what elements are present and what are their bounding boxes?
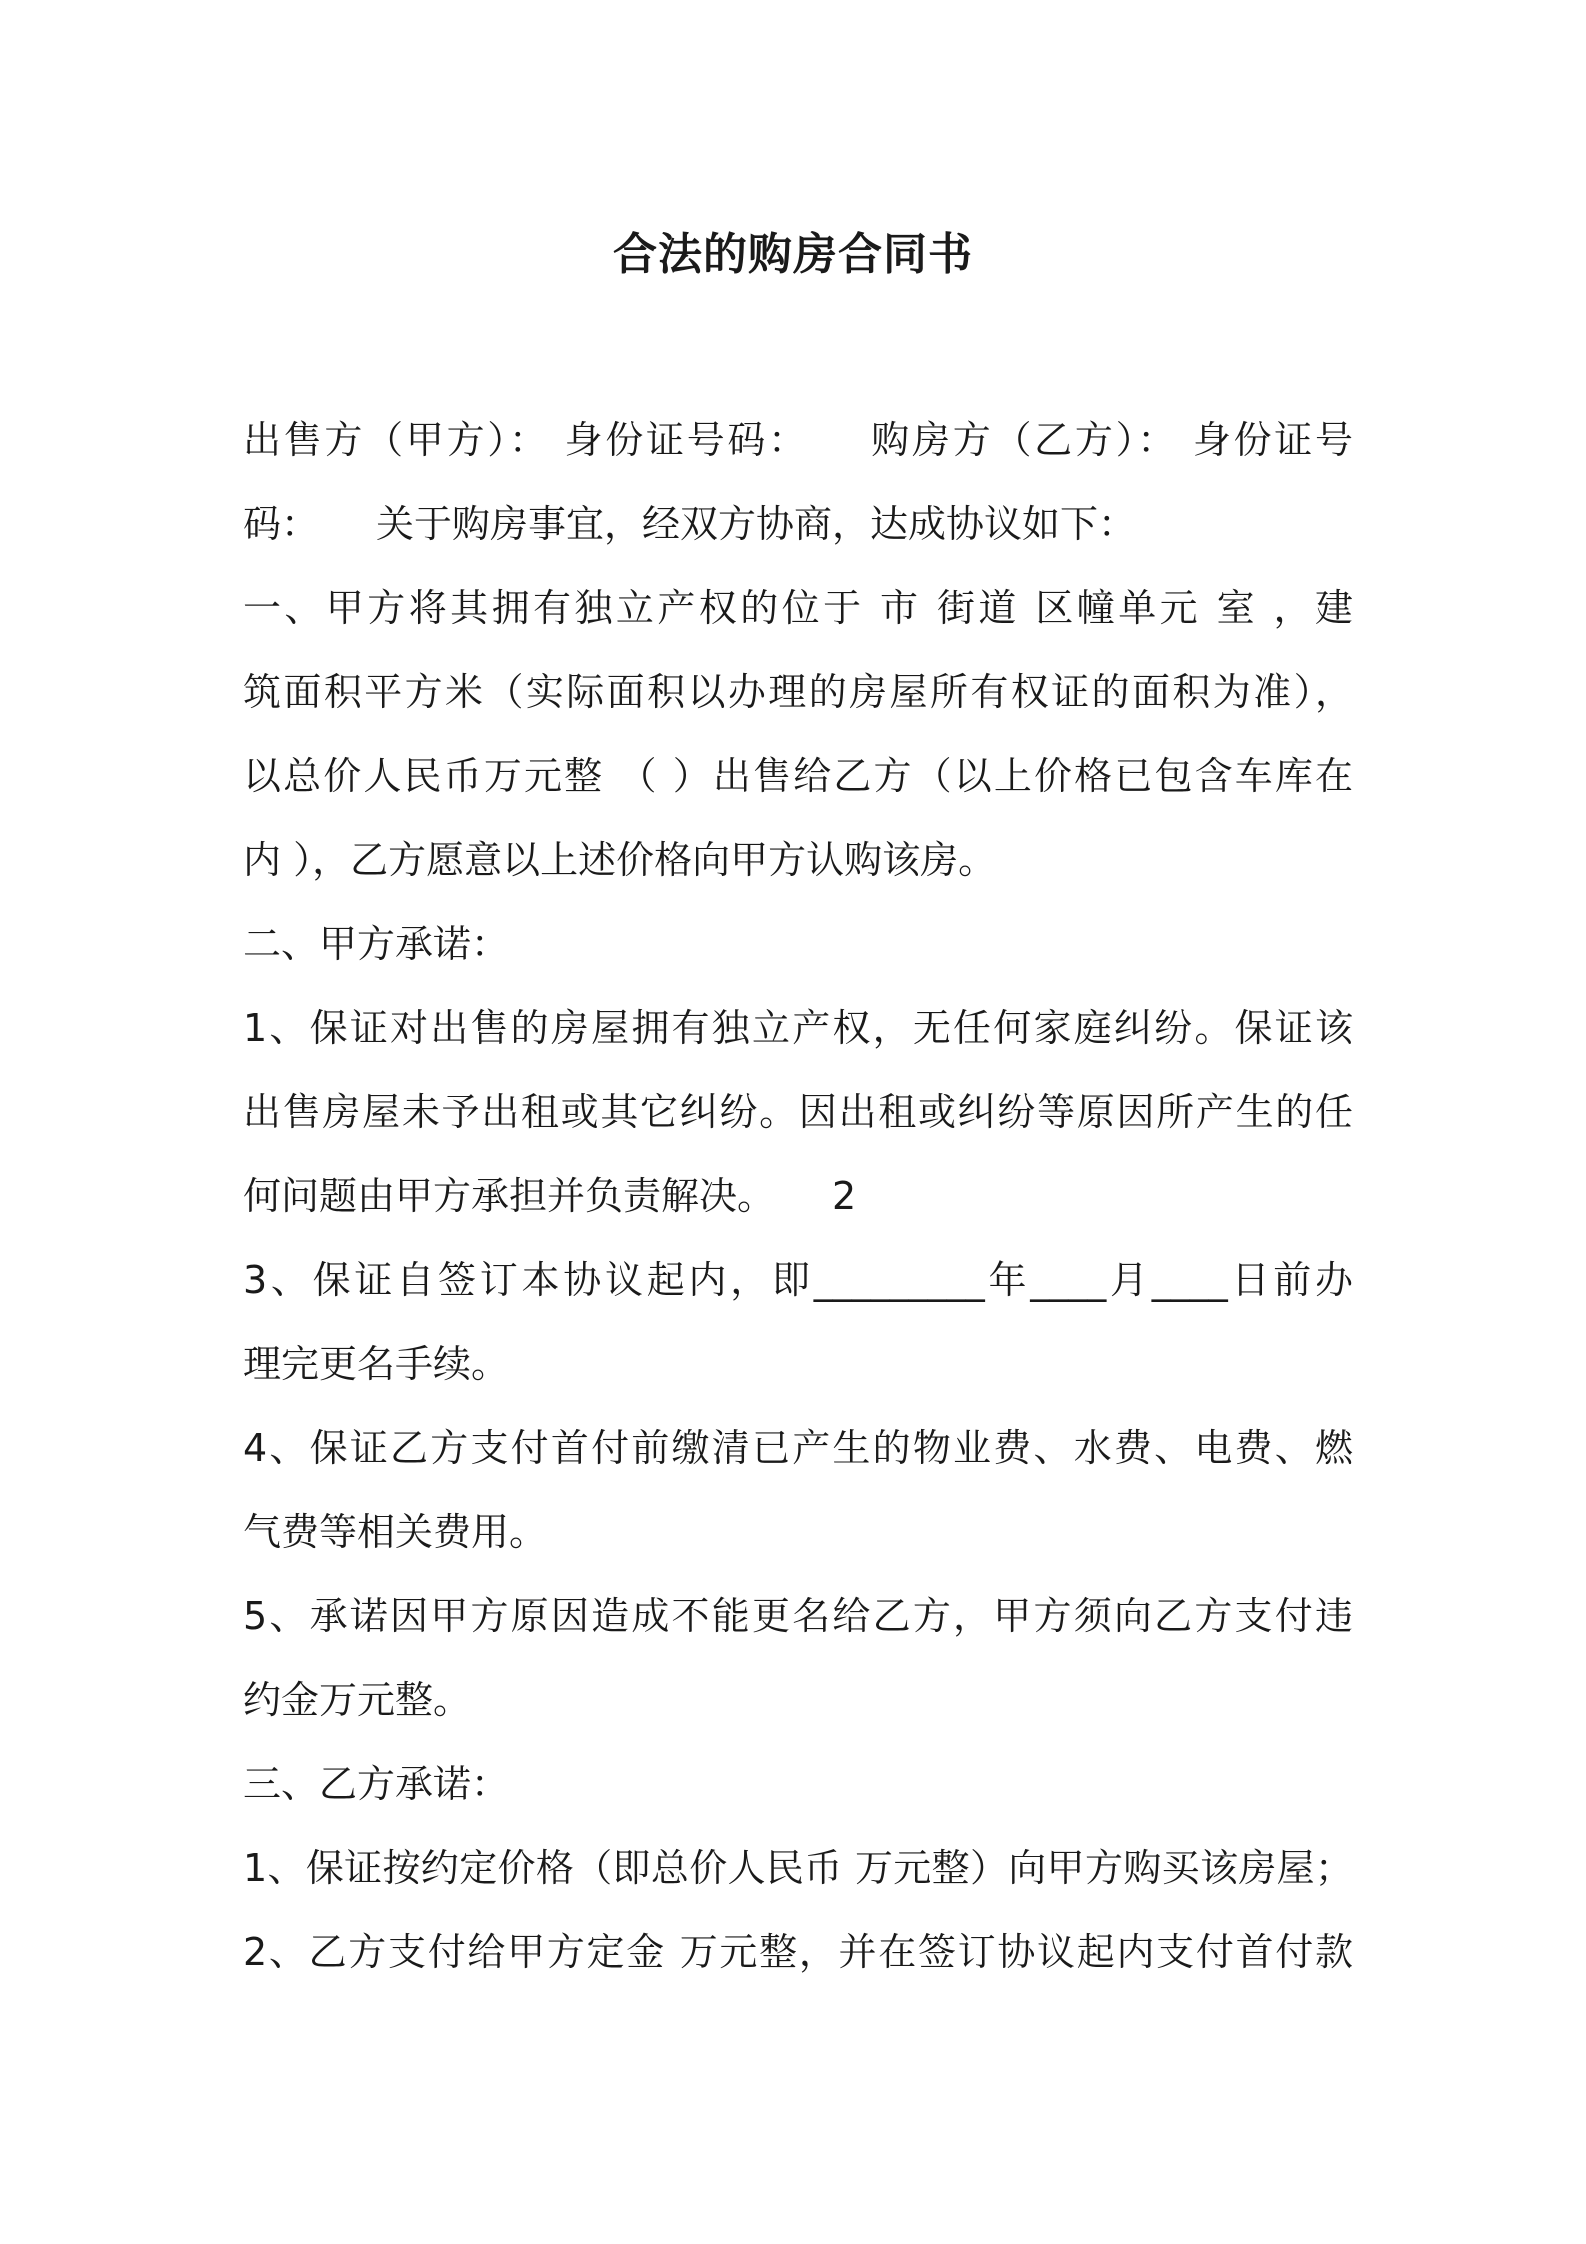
text-line: 5、承诺因甲方原因造成不能更名给乙方，甲方须向乙方支付违 bbox=[243, 1594, 1353, 1638]
text-line: 码： 关于购房事宜，经双方协商，达成协议如下： bbox=[243, 502, 1137, 546]
text-line: 何问题由甲方承担并负责解决。 2 bbox=[243, 1174, 857, 1218]
text-line: 内 ），乙方愿意以上述价格向甲方认购该房。 bbox=[243, 838, 997, 882]
text-line: 约金万元整。 bbox=[243, 1678, 472, 1722]
text-line: 筑面积平方米（实际面积以办理的房屋所有权证的面积为准）， bbox=[243, 670, 1353, 714]
section-heading: 二、甲方承诺： bbox=[243, 922, 510, 966]
text-line: 出售方（甲方）： 身份证号码： 购房方（乙方）： 身份证号 bbox=[243, 418, 1353, 462]
text-line: 2、乙方支付给甲方定金 万元整，并在签订协议起内支付首付款 bbox=[243, 1930, 1353, 1974]
document-title: 合法的购房合同书 bbox=[613, 229, 973, 280]
section-heading: 三、乙方承诺： bbox=[243, 1762, 510, 1806]
text-line: 气费等相关费用。 bbox=[243, 1510, 548, 1554]
contract-body bbox=[243, 398, 1353, 1994]
text-line: 以总价人民币万元整 （ ）出售给乙方（以上价格已包含车库在 bbox=[243, 754, 1353, 798]
text-line: 出售房屋未予出租或其它纠纷。因出租或纠纷等原因所产生的任 bbox=[243, 1090, 1353, 1134]
text-line: 一、甲方将其拥有独立产权的位于 市 街道 区幢单元 室 ，建 bbox=[243, 586, 1353, 630]
text-line: 1、保证按约定价格（即总价人民币 万元整）向甲方购买该房屋； bbox=[243, 1846, 1353, 1890]
text-line: 3、保证自签订本协议起内，即_________年____月____日前办 bbox=[243, 1258, 1353, 1302]
text-line: 1、保证对出售的房屋拥有独立产权，无任何家庭纠纷。保证该 bbox=[243, 1006, 1353, 1050]
text-line: 4、保证乙方支付首付前缴清已产生的物业费、水费、电费、燃 bbox=[243, 1426, 1353, 1470]
text-line: 理完更名手续。 bbox=[243, 1342, 510, 1386]
